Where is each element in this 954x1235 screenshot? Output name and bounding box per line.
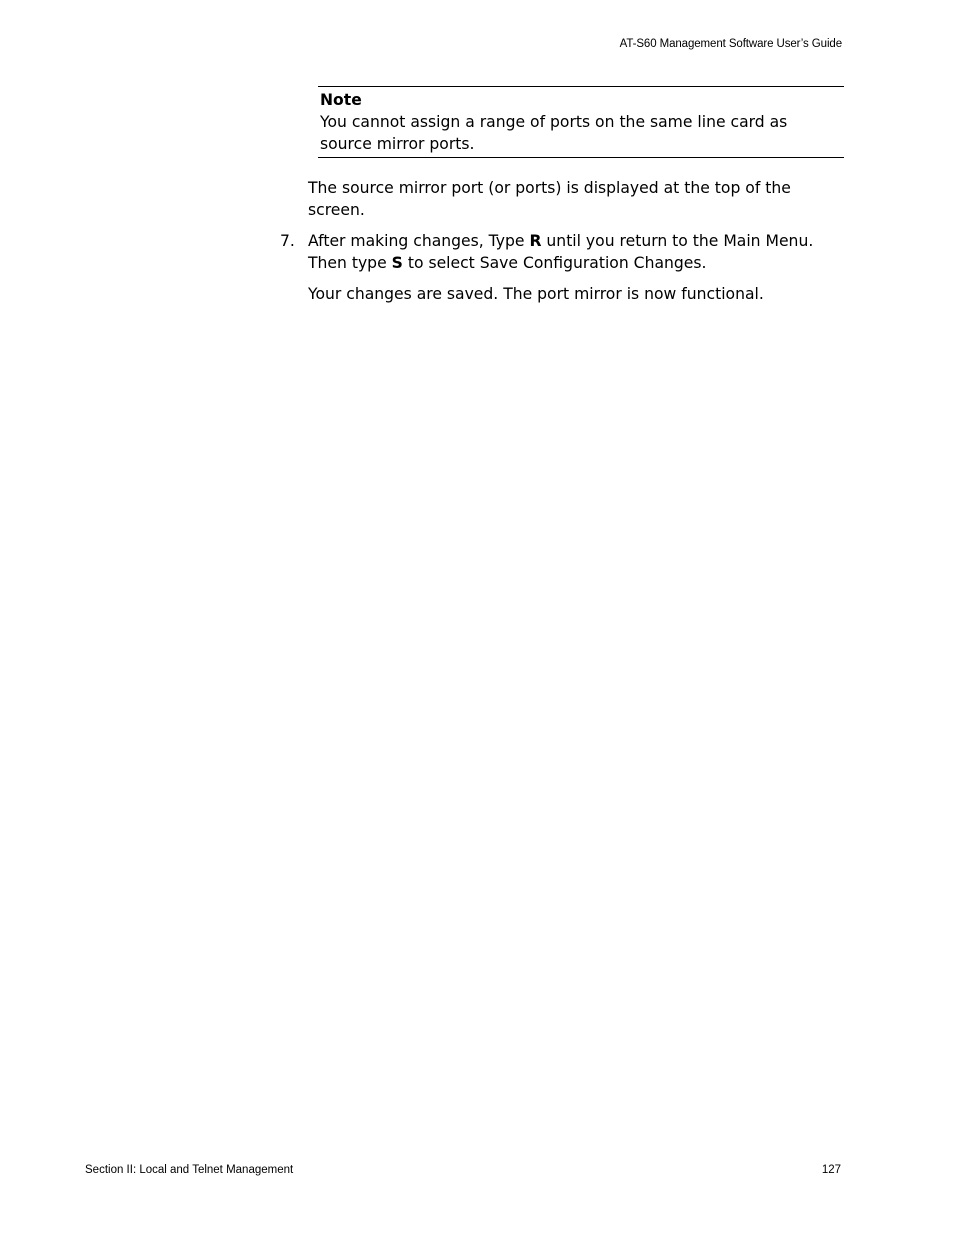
page-number: 127 [821, 1164, 841, 1176]
key-r: R [529, 232, 542, 250]
step-7-text [308, 230, 828, 274]
step-7-part3: to select Save Configuration Changes. [402, 254, 707, 272]
step-7-part2: until you return to the Main Menu. Then type [308, 232, 814, 272]
note-label: Note [320, 91, 362, 109]
step-7-part1: After making changes, Type [308, 232, 530, 250]
note-text: You cannot assign a range of ports on the same line card as source mirror ports. [320, 113, 788, 153]
running-header: AT-S60 Management Software User’s Guide [619, 38, 842, 50]
key-s: S [391, 254, 403, 272]
paragraph-source-port: The source mirror port (or ports) is displayed at the top of the screen. [308, 179, 791, 219]
note-box [318, 86, 844, 158]
step-number: 7. [280, 232, 295, 250]
footer-section: Section II: Local and Telnet Management [85, 1164, 294, 1176]
paragraph-changes-saved: Your changes are saved. The port mirror is now functional. [308, 285, 764, 303]
